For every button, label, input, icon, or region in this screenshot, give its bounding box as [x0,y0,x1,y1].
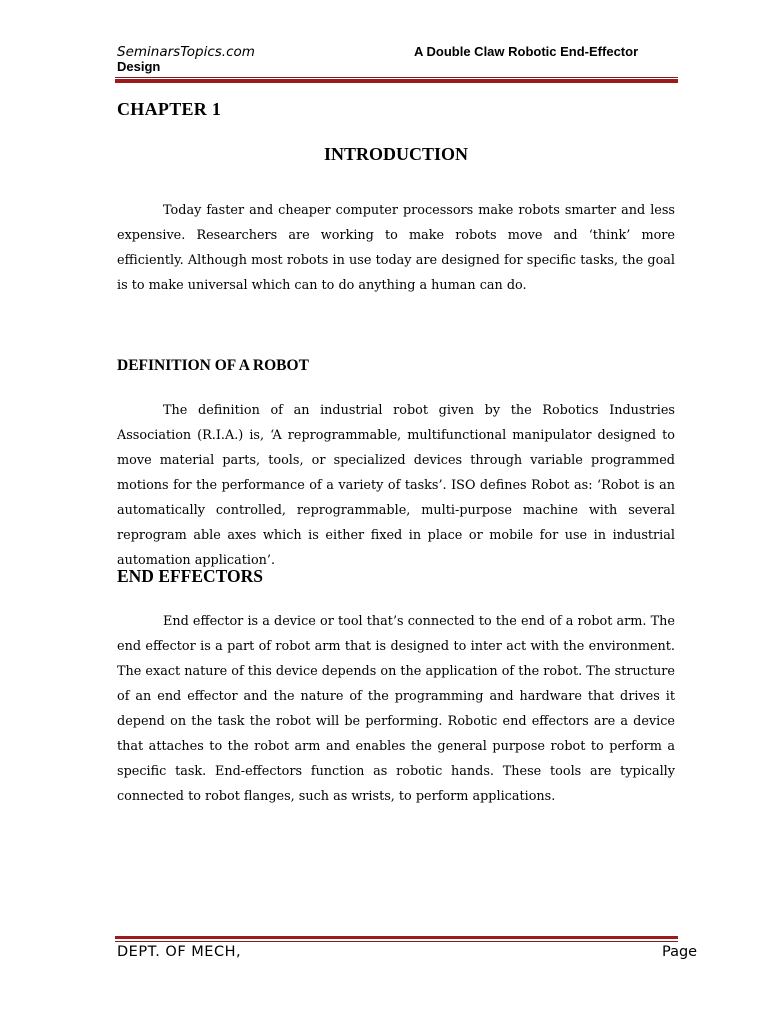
header-rule-thin [115,77,678,78]
chapter-label: CHAPTER 1 [117,99,222,119]
end-effectors-paragraph: End effector is a device or tool that’s connected to the end of a robot arm. The end effector is a part of robot arm that is designed to inter act with the environment. The exact nature of this device depends on the application of the robot. The structure of an end effector and the nature of the programming and hardware that drives it depend on the task the robot will be performing. Robotic end effectors are a device that attaches to the robot arm and enables the general purpose robot to perform a specific task. End-effectors function as robotic hands. These tools are typically connected to robot flanges, such as wrists, to perform applications. [117,614,675,804]
end-effectors-heading: END EFFECTORS [117,566,264,586]
footer-rule-thick [115,936,678,939]
header-site-name: SeminarsTopics.com [117,44,255,60]
chapter-title: INTRODUCTION [323,144,469,164]
definition-paragraph: The definition of an industrial robot given by the Robotics Industries Association (R.I.A.) is, ‘A reprogrammable, multifunctional manipulator designed to move material parts, tools, or specialized devices through variable programmed motions for the performance of a variety of tasks’. ISO defines Robot as: ‘Robot is an automatically controlled, reprogrammable, multi-purpose machine with several reprogram able axes which is either fixed in place or mobile for use in industrial automation application’. [117,403,675,568]
header-document-title: A Double Claw Robotic End-Effector [414,44,639,59]
footer-department: DEPT. OF MECH, [117,944,242,960]
header-rule-thick [115,79,678,83]
intro-paragraph: Today faster and cheaper computer processors make robots smarter and less expensive. Researchers are working to make robots move and ‘think’ more efficiently. Although most robots in use today are designed for specific tasks, the goal is to make universal which can to do anything a human can do. [117,203,675,293]
footer-rule-thin [115,941,678,942]
definition-heading: DEFINITION OF A ROBOT [117,357,309,374]
footer-page-label: Page [662,944,698,960]
header-document-title-continued: Design [117,59,161,74]
